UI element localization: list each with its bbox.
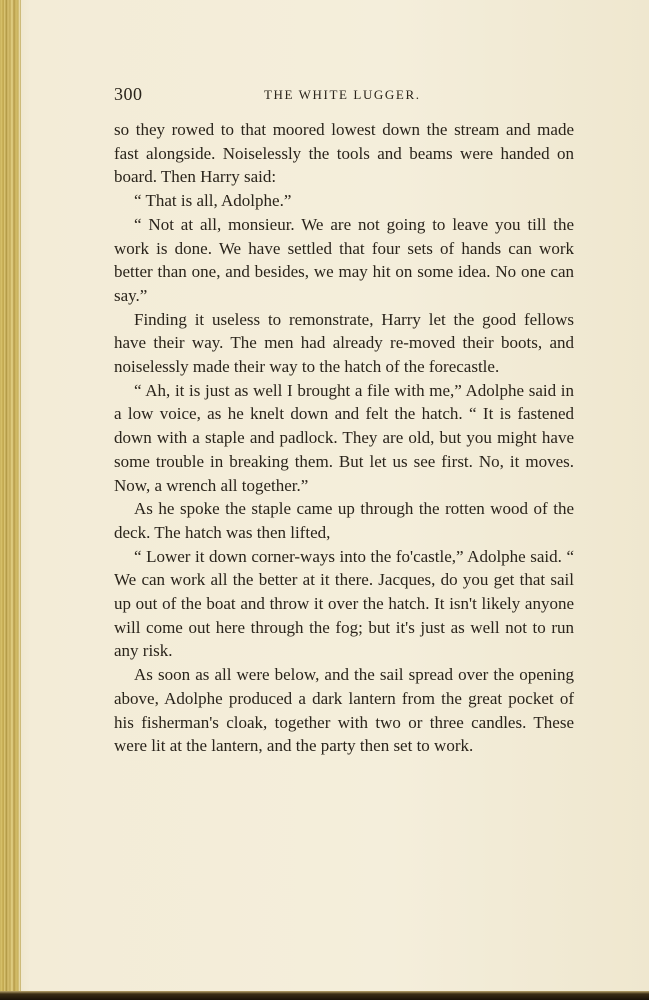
paragraph: “ That is all, Adolphe.” xyxy=(134,191,292,211)
page-binding-edge xyxy=(0,0,21,1000)
paragraph: Finding it useless to remonstrate, Harry let the good fellows have their way. The men had already re-moved their boots, and noiselessly made their way to the hatch of the forecastle. xyxy=(114,309,574,377)
page-bottom-edge xyxy=(0,991,649,1000)
paragraph: “ Ah, it is just as well I brought a file with me,” Adolphe said in a low voice, as he knelt down and felt the hatch. “ It is fastened down with a staple and padlock. They are old, but you might have some trouble in breaking them. But let us see first. No, it moves. Now, a wrench all together.” xyxy=(114,380,574,495)
page-number: 300 xyxy=(114,84,143,104)
body-text xyxy=(114,118,574,758)
page-header xyxy=(114,84,574,106)
paragraph: As soon as all were below, and the sail spread over the opening above, Adolphe produced a dark lantern from the great pocket of his fisherman's cloak, together with two or three candles. These were lit at the lantern, and the party then set to work. xyxy=(114,665,574,756)
paragraph: As he spoke the staple came up through the rotten wood of the deck. The hatch was then lifted, xyxy=(114,499,574,542)
paragraph: “ Lower it down corner-ways into the fo'castle,” Adolphe said. “ We can work all the better at it there. Jacques, do you get that sail up out of the boat and throw it over the hatch. It isn't likely anyone will come out here through the fog; but it's just as well not to run any risk. xyxy=(114,546,574,661)
running-head: THE WHITE LUGGER. xyxy=(264,87,421,102)
paragraph: so they rowed to that moored lowest down the stream and made fast alongside. Noiselessly the tools and beams were handed on board. Then Harry said: xyxy=(114,120,574,187)
paragraph: “ Not at all, monsieur. We are not going to leave you till the work is done. We have settled that four sets of hands can work better than one, and besides, we may hit on some idea. No one can say.” xyxy=(114,214,574,305)
